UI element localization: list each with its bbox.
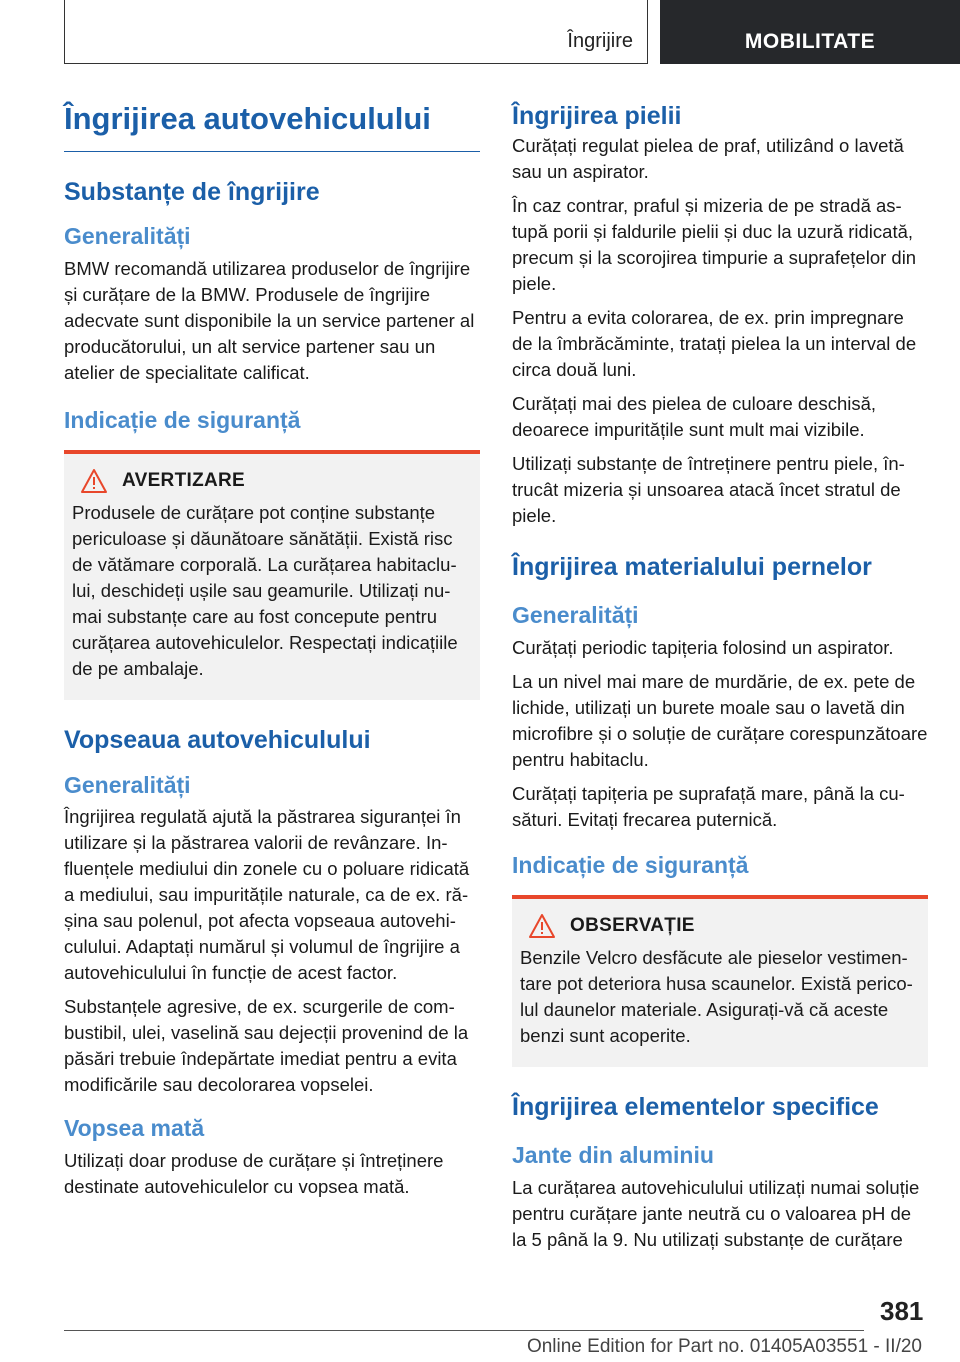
right-column: [512, 100, 928, 1261]
page-title: Îngrijirea autovehiculului: [64, 100, 480, 152]
subheading-indicatie-2: Indicație de siguranță: [512, 851, 749, 878]
paragraph-jante: La curățarea autovehiculului utilizați numai soluție pentru curățare jante neutră cu o valoarea pH de la 5 până la 9. Nu utilizați substanțe de curățare: [512, 1177, 920, 1251]
subheading-vopsea-mata: Vopsea mată: [64, 1115, 205, 1142]
notice-title: OBSERVAȚIE: [570, 914, 695, 936]
header-chapter-label: MOBILITATE: [744, 30, 876, 53]
paragraph-piele-1: Curățați regulat pielea de praf, utilizând o lavetă sau un aspirator.: [512, 134, 904, 182]
paragraph-piele-2: În caz contrar, praful și mizeria de pe stradă astupă porii și faldurile pielii și duc la uzură ridicată, precum și la scorojirea timpurie a suprafețelor din piele.: [512, 194, 917, 294]
paragraph-vopsea-mata: Utilizați doar produse de curățare și întreținere destinate autovehiculelor cu vopsea mată.: [64, 1150, 444, 1198]
subheading-generalitati-2: Generalități: [64, 771, 191, 798]
warning-title: AVERTIZARE: [122, 470, 245, 492]
notice-text: Benzile Velcro desfăcute ale pieselor vestimentare pot deteriora husa scaunelor. Există pericolul daunelor materiale. Asigurați-vă că aceste benzi sunt acoperite.: [520, 946, 913, 1046]
left-column: [64, 100, 480, 1208]
paragraph-bmw-recomanda: BMW recomandă utilizarea produselor de îngrijire și curățare de la BMW. Produsele de îngrijire adecvate sunt disponibile la un service partener al producătorului, un alt service partener sau un atelier de specialitate calificat.: [64, 258, 475, 384]
paragraph-perne-2: La un nivel mai mare de murdărie, de ex. pete de lichide, utilizați un burete moale sau o lavetă din microfibre și o soluție de curățare corespunzătoare pentru habitaclu.: [512, 670, 928, 770]
paragraph-perne-3: Curățați tapițeria pe suprafață mare, până la cusături. Evitați frecarea puternică.: [512, 782, 905, 830]
paragraph-piele-3: Pentru a evita colorarea, de ex. prin impregnare de la îmbrăcăminte, tratați pielea la un interval de circa două luni.: [512, 306, 917, 380]
header-section-title: Îngrijire: [567, 30, 633, 52]
subheading-indicatie-1: Indicație de siguranță: [64, 407, 301, 434]
heading-elemente-specifice: Îngrijirea elementelor specifice: [512, 1092, 879, 1121]
subheading-generalitati-1: Generalități: [64, 223, 191, 250]
heading-ingrijirea-pielii: Îngrijirea pielii: [512, 102, 682, 130]
warning-text: Produsele de curățare pot conține substanțe periculoase și dăunătoare sănătății. Există risc de vătămare corporală. La curățarea habitaclului, deschideți ușile sau geamurile. Utilizați numai substanțe care au fost concepute pentru curățarea autovehiculelor. Respectați indicațiile de pe ambalaje.: [72, 502, 458, 680]
subheading-jante-aluminiu: Jante din aluminiu: [512, 1142, 714, 1169]
paragraph-piele-4: Curățați mai des pielea de culoare deschisă, deoarece impuritățile sunt mult mai vizibile.: [512, 392, 877, 440]
paragraph-piele-5: Utilizați substanțe de întreținere pentru piele, întrucât mizeria și unsoarea atacă încet stratul de piele.: [512, 452, 905, 526]
paragraph-perne-1: Curățați periodic tapițeria folosind un aspirator.: [512, 636, 894, 658]
caution-triangle-icon: [528, 913, 556, 939]
heading-substante: Substanțe de îngrijire: [64, 177, 320, 206]
warning-box: [64, 450, 480, 700]
header-chapter-tab: [660, 0, 960, 64]
warning-triangle-icon: [80, 468, 108, 494]
heading-material-perne: Îngrijirea materialului pernelor: [512, 552, 872, 581]
subheading-generalitati-3: Generalități: [512, 602, 639, 628]
heading-vopseaua: Vopseaua autovehiculului: [64, 726, 371, 755]
paragraph-substante-agresive: Substanțele agresive, de ex. scurgerile de combustibil, ulei, vaselină sau dejecții provenind de la păsări trebuie îndepărtate imediat pentru a evita modificările sau decolorarea vopselei.: [64, 996, 469, 1096]
page-number: 381: [880, 1296, 924, 1326]
footer-divider: [64, 1330, 864, 1331]
notice-box: [512, 895, 928, 1067]
header-section-box: [64, 0, 648, 64]
paragraph-ingrijirea-regulata: Îngrijirea regulată ajută la păstrarea siguranței în utilizare și la păstrarea valorii de revânzare. Influențele mediului din zonele cu o poluare ridicată a mediului, sau impuritățile naturale, ca de ex. rășina sau polenul, pot afecta vopseaua autovehiculului. Adaptați numărul și volumul de îngrijire a autovehiculului în funcție de acest factor.: [64, 806, 470, 984]
footer-edition: Online Edition for Part no. 01405A03551 - II/20: [526, 1336, 922, 1357]
